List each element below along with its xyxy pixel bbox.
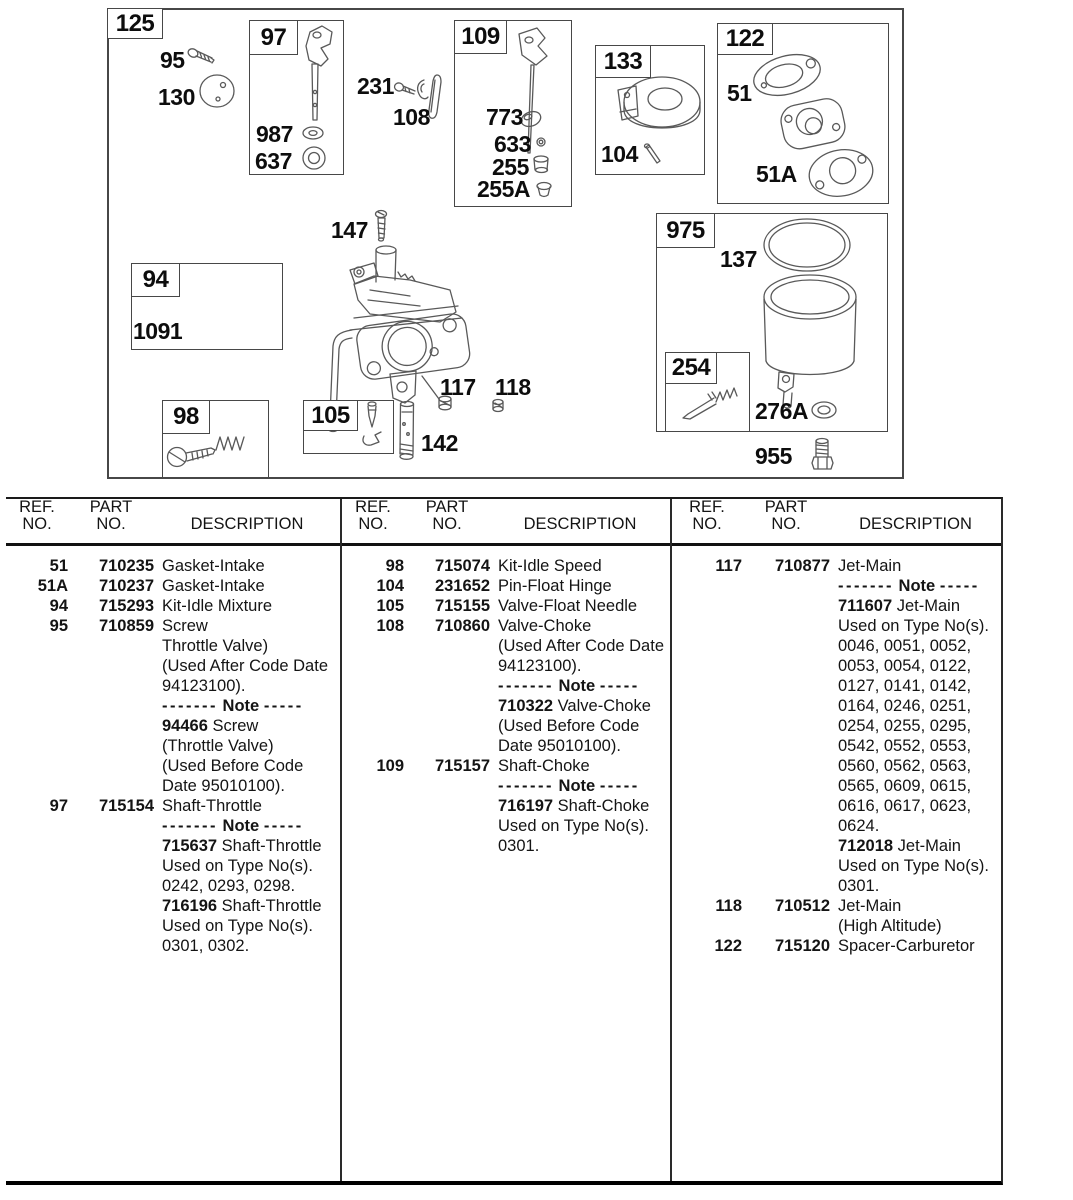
description: 0301, 0302.	[162, 937, 250, 955]
ref-no: 105	[376, 597, 404, 615]
description: 715637 Shaft-Throttle	[162, 837, 322, 855]
parts-row-continuation	[672, 596, 1001, 616]
callout-987: 987	[256, 121, 293, 147]
description: 716196 Shaft-Throttle	[162, 897, 322, 915]
parts-row-continuation	[672, 776, 1001, 796]
ref-no	[6, 776, 68, 796]
description: Jet-Main	[838, 557, 902, 575]
callout-255: 255	[492, 154, 529, 180]
description: Pin-Float Hinge	[498, 577, 612, 595]
box-label-125: 125	[107, 8, 163, 39]
parts-row-continuation	[342, 636, 670, 656]
description: ------- Note -----	[162, 697, 304, 715]
ref-no	[6, 836, 68, 856]
part-no: 710860	[434, 617, 490, 635]
callout-51A: 51A	[756, 161, 797, 187]
part-no	[742, 776, 830, 796]
part-no	[68, 896, 154, 916]
part-no	[742, 576, 830, 596]
callout-51: 51	[727, 80, 752, 106]
description: 94123100).	[498, 657, 582, 675]
part-no	[742, 636, 830, 656]
callout-147: 147	[331, 217, 368, 243]
part-no: 715120	[774, 937, 830, 955]
part-no: 231652	[434, 577, 490, 595]
part-no	[68, 756, 154, 776]
description: Gasket-Intake	[162, 577, 265, 595]
ref-no	[672, 676, 742, 696]
description: 0560, 0562, 0563,	[838, 757, 972, 775]
ref-no	[342, 736, 404, 756]
header-part-no: PART NO.	[764, 498, 808, 533]
description: ------- Note -----	[498, 677, 640, 695]
description: ------- Note -----	[838, 577, 980, 595]
part-no	[68, 696, 154, 716]
parts-row-continuation	[6, 676, 340, 696]
part-no	[68, 776, 154, 796]
description: Throttle Valve)	[162, 637, 269, 655]
box-label-975: 975	[656, 213, 715, 248]
box-label-94: 94	[131, 263, 180, 297]
parts-row-continuation	[342, 716, 670, 736]
part-no: 715154	[98, 797, 154, 815]
ref-no	[342, 636, 404, 656]
parts-row-continuation	[6, 916, 340, 936]
part-no: 710859	[98, 617, 154, 635]
ref-no	[6, 816, 68, 836]
part-no	[742, 696, 830, 716]
callout-117: 117	[440, 374, 476, 400]
ref-no: 122	[714, 937, 742, 955]
parts-row-continuation	[342, 836, 670, 856]
part-no	[742, 616, 830, 636]
ref-no	[672, 636, 742, 656]
ref-no: 97	[49, 797, 68, 815]
description: Shaft-Throttle	[162, 797, 262, 815]
ref-no	[6, 696, 68, 716]
part-no	[404, 696, 490, 716]
ref-no	[672, 756, 742, 776]
description: 712018 Jet-Main	[838, 837, 961, 855]
parts-row-continuation	[672, 856, 1001, 876]
part-no: 710237	[98, 577, 154, 595]
callout-773: 773	[486, 104, 523, 130]
part-no	[68, 836, 154, 856]
header-part-no: PART NO.	[425, 498, 469, 533]
parts-row-continuation	[672, 836, 1001, 856]
ref-no	[672, 796, 742, 816]
box-label-105: 105	[303, 400, 358, 431]
parts-row-continuation	[672, 716, 1001, 736]
part-no	[742, 596, 830, 616]
description: 0053, 0054, 0122,	[838, 657, 972, 675]
description: 0301.	[838, 877, 880, 895]
ref-no	[342, 676, 404, 696]
description: Jet-Main	[838, 897, 902, 915]
ref-no: 117	[715, 557, 742, 575]
part-no	[742, 856, 830, 876]
box-label-109: 109	[454, 20, 507, 54]
callout-633: 633	[494, 131, 531, 157]
ref-no	[6, 656, 68, 676]
ref-no: 51A	[37, 577, 68, 595]
table-body	[6, 546, 340, 956]
parts-row-continuation	[6, 856, 340, 876]
parts-row-continuation	[6, 756, 340, 776]
parts-row	[672, 556, 1001, 576]
part-no: 715155	[434, 597, 490, 615]
ref-no	[6, 916, 68, 936]
description: (Throttle Valve)	[162, 737, 274, 755]
ref-no	[672, 656, 742, 676]
ref-no	[672, 856, 742, 876]
parts-row-continuation	[342, 776, 670, 796]
description: Used on Type No(s).	[838, 617, 990, 635]
ref-no	[672, 916, 742, 936]
part-no	[404, 816, 490, 836]
table-column-3	[670, 499, 1001, 1181]
description: Date 95010100).	[162, 777, 285, 795]
ref-no	[6, 896, 68, 916]
parts-row-continuation	[342, 736, 670, 756]
part-no	[404, 736, 490, 756]
parts-row-continuation	[6, 656, 340, 676]
table-column-1	[6, 499, 340, 1181]
parts-diagram	[0, 0, 1073, 497]
description: Kit-Idle Mixture	[162, 597, 273, 615]
ref-no	[672, 836, 742, 856]
description: (Used After Code Date	[498, 637, 664, 655]
part-no: 715157	[434, 757, 490, 775]
description: 0254, 0255, 0295,	[838, 717, 972, 735]
header-ref-no: REF. NO.	[689, 498, 725, 533]
part-no	[742, 916, 830, 936]
description: (Used After Code Date	[162, 657, 328, 675]
description: Kit-Idle Speed	[498, 557, 602, 575]
callout-955: 955	[755, 443, 792, 469]
ref-no	[6, 676, 68, 696]
ref-no	[672, 876, 742, 896]
ref-no	[6, 636, 68, 656]
description: 0565, 0609, 0615,	[838, 777, 972, 795]
header-part-no: PART NO.	[89, 498, 133, 533]
description: 710322 Valve-Choke	[498, 697, 651, 715]
callout-276A: 276A	[755, 398, 808, 424]
description: Date 95010100).	[498, 737, 621, 755]
description: 94466 Screw	[162, 717, 259, 735]
parts-row-continuation	[672, 796, 1001, 816]
ref-no	[672, 616, 742, 636]
part-no	[68, 676, 154, 696]
part-no	[404, 656, 490, 676]
box-label-254: 254	[665, 352, 717, 384]
parts-row-continuation	[6, 696, 340, 716]
parts-row	[342, 616, 670, 636]
callout-108: 108	[393, 104, 430, 130]
table-body	[342, 546, 670, 856]
parts-row	[342, 576, 670, 596]
part-no	[742, 716, 830, 736]
parts-row-continuation	[672, 756, 1001, 776]
parts-row-continuation	[6, 736, 340, 756]
box-label-98: 98	[162, 400, 210, 434]
ref-no: 95	[49, 617, 68, 635]
ref-no: 94	[49, 597, 68, 615]
parts-row	[342, 756, 670, 776]
description: 94123100).	[162, 677, 246, 695]
ref-no	[6, 716, 68, 736]
header-description: DESCRIPTION	[523, 515, 637, 533]
description: 0624.	[838, 817, 880, 835]
part-no	[404, 796, 490, 816]
header-description: DESCRIPTION	[859, 515, 972, 533]
callout-104: 104	[601, 141, 638, 167]
part-no	[68, 876, 154, 896]
table-body	[672, 546, 1001, 956]
parts-row	[672, 936, 1001, 956]
parts-row-continuation	[672, 876, 1001, 896]
description: Spacer-Carburetor	[838, 937, 975, 955]
part-no	[404, 636, 490, 656]
parts-row	[342, 556, 670, 576]
parts-row	[672, 896, 1001, 916]
parts-row-continuation	[342, 656, 670, 676]
parts-row-continuation	[672, 736, 1001, 756]
callout-142: 142	[421, 430, 458, 456]
parts-row	[6, 616, 340, 636]
ref-no	[342, 796, 404, 816]
description: 716197 Shaft-Choke	[498, 797, 650, 815]
callout-637: 637	[255, 148, 292, 174]
description: 0301.	[498, 837, 540, 855]
part-no: 710235	[98, 557, 154, 575]
description: Used on Type No(s).	[838, 857, 990, 875]
ref-no: 98	[385, 557, 404, 575]
ref-no	[6, 936, 68, 956]
description: 0046, 0051, 0052,	[838, 637, 972, 655]
box-label-97: 97	[249, 20, 298, 55]
ref-no: 51	[49, 557, 68, 575]
part-no: 710877	[774, 557, 830, 575]
callout-95: 95	[160, 47, 185, 73]
part-no	[404, 776, 490, 796]
ref-no	[342, 656, 404, 676]
parts-row-continuation	[672, 916, 1001, 936]
parts-row-continuation	[6, 636, 340, 656]
ref-no	[672, 576, 742, 596]
ref-no	[672, 596, 742, 616]
part-no	[742, 736, 830, 756]
ref-no	[342, 696, 404, 716]
ref-no	[342, 776, 404, 796]
parts-row-continuation	[6, 776, 340, 796]
table-header	[672, 499, 1001, 546]
parts-row-continuation	[672, 616, 1001, 636]
part-no	[742, 756, 830, 776]
table-header	[6, 499, 340, 546]
description: Valve-Float Needle	[498, 597, 638, 615]
callout-118: 118	[495, 374, 531, 400]
description: 0616, 0617, 0623,	[838, 797, 972, 815]
parts-row-continuation	[6, 816, 340, 836]
callout-130: 130	[158, 84, 195, 110]
parts-row-continuation	[342, 796, 670, 816]
callout-137: 137	[720, 246, 757, 272]
ref-no	[6, 736, 68, 756]
description: Shaft-Choke	[498, 757, 590, 775]
parts-row-continuation	[672, 636, 1001, 656]
box-label-133: 133	[595, 45, 651, 78]
description: (Used Before Code	[498, 717, 640, 735]
ref-no	[342, 716, 404, 736]
parts-row-continuation	[672, 696, 1001, 716]
description: Valve-Choke	[498, 617, 592, 635]
part-no	[68, 636, 154, 656]
parts-row-continuation	[6, 716, 340, 736]
part-no	[404, 676, 490, 696]
description: ------- Note -----	[498, 777, 640, 795]
parts-row-continuation	[6, 896, 340, 916]
part-no: 710512	[774, 897, 830, 915]
parts-row-continuation	[6, 836, 340, 856]
callout-255A: 255A	[477, 176, 530, 202]
description: ------- Note -----	[162, 817, 304, 835]
parts-row	[6, 556, 340, 576]
description: Screw	[162, 617, 208, 635]
part-no	[742, 676, 830, 696]
ref-no: 104	[376, 577, 404, 595]
ref-no	[672, 776, 742, 796]
box-label-122: 122	[717, 23, 773, 55]
parts-row-continuation	[342, 696, 670, 716]
parts-row-continuation	[672, 656, 1001, 676]
part-no	[742, 656, 830, 676]
parts-table	[6, 497, 1003, 1185]
ref-no	[672, 816, 742, 836]
ref-no	[672, 696, 742, 716]
table-header	[342, 499, 670, 546]
parts-row	[342, 596, 670, 616]
part-no	[68, 936, 154, 956]
description: 711607 Jet-Main	[838, 597, 961, 615]
ref-no	[672, 716, 742, 736]
ref-no: 108	[376, 617, 404, 635]
ref-no	[672, 736, 742, 756]
part-no	[68, 656, 154, 676]
description: 0242, 0293, 0298.	[162, 877, 296, 895]
callout-231: 231	[357, 73, 394, 99]
part-no: 715074	[434, 557, 490, 575]
ref-no	[342, 816, 404, 836]
ref-no	[6, 876, 68, 896]
parts-row	[6, 596, 340, 616]
parts-row	[6, 576, 340, 596]
parts-row-continuation	[342, 676, 670, 696]
ref-no	[6, 756, 68, 776]
header-ref-no: REF. NO.	[355, 498, 391, 533]
part-no	[68, 716, 154, 736]
description: Used on Type No(s).	[162, 917, 314, 935]
ref-no: 118	[715, 897, 742, 915]
table-column-2	[340, 499, 670, 1181]
part-no	[68, 736, 154, 756]
part-no: 715293	[98, 597, 154, 615]
parts-row-continuation	[672, 816, 1001, 836]
parts-row-continuation	[6, 876, 340, 896]
part-no	[742, 836, 830, 856]
description: 0164, 0246, 0251,	[838, 697, 972, 715]
description: 0542, 0552, 0553,	[838, 737, 972, 755]
parts-row-continuation	[672, 576, 1001, 596]
part-no	[68, 856, 154, 876]
description: (Used Before Code	[162, 757, 304, 775]
part-no	[404, 836, 490, 856]
ref-no	[342, 836, 404, 856]
part-no	[742, 816, 830, 836]
ref-no	[6, 856, 68, 876]
description: Gasket-Intake	[162, 557, 265, 575]
parts-row-continuation	[672, 676, 1001, 696]
header-ref-no: REF. NO.	[19, 498, 55, 533]
header-description: DESCRIPTION	[190, 515, 304, 533]
description: 0127, 0141, 0142,	[838, 677, 972, 695]
part-no	[742, 796, 830, 816]
callout-1091: 1091	[133, 318, 183, 344]
parts-row-continuation	[6, 936, 340, 956]
part-no	[68, 916, 154, 936]
part-no	[742, 876, 830, 896]
part-no	[68, 816, 154, 836]
ref-no: 109	[376, 757, 404, 775]
parts-row	[6, 796, 340, 816]
description: (High Altitude)	[838, 917, 942, 935]
part-no	[404, 716, 490, 736]
description: Used on Type No(s).	[498, 817, 650, 835]
parts-row-continuation	[342, 816, 670, 836]
description: Used on Type No(s).	[162, 857, 314, 875]
